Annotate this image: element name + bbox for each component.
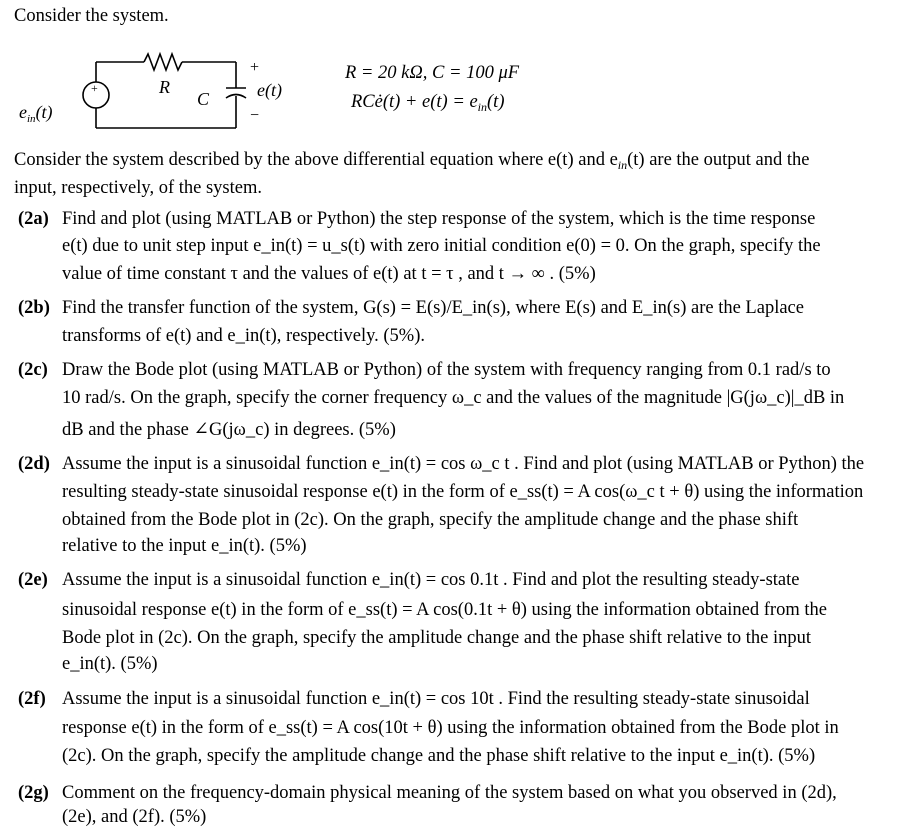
problem-label: (2d) — [18, 454, 50, 474]
problem-text-line: Assume the input is a sinusoidal function e_in(t) = cos 0.1t . Find and plot the resulting steady-state — [62, 570, 800, 590]
problem-text-line: (2e), and (2f). (5%) — [62, 807, 207, 827]
problem-label: (2b) — [18, 298, 50, 318]
intro-text: Consider the system. — [14, 6, 169, 26]
differential-equation — [351, 89, 504, 121]
problem-text-line: value of time constant τ and the values of e(t) at t = τ , and t → ∞ . (5%) — [62, 264, 596, 284]
problem-text-line: response e(t) in the form of e_ss(t) = A cos(10t + θ) using the information obtained from the Bode plot in — [62, 718, 839, 738]
problem-label: (2c) — [18, 360, 48, 380]
problem-label: (2a) — [18, 209, 49, 229]
capacitor-label: C — [197, 89, 210, 109]
problem-text-line: Bode plot in (2c). On the graph, specify the amplitude change and the phase shift relative to the input — [62, 628, 812, 648]
problem-text-line: Find the transfer function of the system, G(s) = E(s)/E_in(s), where E(s) and E_in(s) are the Laplace — [62, 298, 804, 318]
problem-text-line: Comment on the frequency-domain physical meaning of the system based on what you observed in (2d), — [62, 783, 837, 803]
problem-text-line: e_in(t). (5%) — [62, 654, 158, 674]
problem-text-line: sinusoidal response e(t) in the form of e_ss(t) = A cos(0.1t + θ) using the information obtained from the — [62, 600, 827, 620]
problem-label: (2e) — [18, 570, 48, 590]
equation-sub: in — [477, 100, 488, 114]
parameter-values: R = 20 kΩ, C = 100 μF — [345, 63, 520, 83]
description-text: Consider the system described by the above differential equation where e(t) and e — [14, 150, 618, 170]
resistor-label: R — [159, 77, 170, 97]
problem-label: (2g) — [18, 783, 49, 803]
problem-text-line: resulting steady-state sinusoidal response e(t) in the form of e_ss(t) = A cos(ω_c t + θ) using the information — [62, 482, 864, 502]
description-end: (t) are the output and the — [627, 150, 810, 170]
problem-text-line: 10 rad/s. On the graph, specify the corner frequency ω_c and the values of the magnitude |G(jω_c)|_dB in — [62, 388, 845, 408]
output-label: e(t) — [257, 80, 282, 100]
problem-label: (2f) — [18, 689, 46, 709]
problem-text-line: e(t) due to unit step input e_in(t) = u_s(t) with zero initial condition e(0) = 0. On the graph, specify the — [62, 236, 821, 256]
svg-text:ein(t) — [19, 102, 53, 125]
equation-end: (t) — [487, 92, 505, 112]
description-sub: in — [617, 158, 628, 172]
problem-text-line: (2c). On the graph, specify the amplitude change and the phase shift relative to the input e_in(t). (5%) — [62, 746, 816, 766]
problem-text-line: transforms of e(t) and e_in(t), respectively. (5%). — [62, 326, 426, 346]
output-minus-sign: − — [250, 107, 260, 124]
problem-text-line: dB and the phase ∠G(jω_c) in degrees. (5%) — [62, 420, 396, 440]
problem-text-line: Assume the input is a sinusoidal function e_in(t) = cos 10t . Find the resulting steady-state sinusoidal — [62, 689, 810, 709]
equation-main: RCė(t) + e(t) = e — [351, 92, 478, 112]
problem-text-line: Find and plot (using MATLAB or Python) the step response of the system, which is the time response — [62, 209, 816, 229]
output-plus-sign: + — [250, 59, 260, 76]
source-label: e — [19, 102, 27, 122]
source-label-arg: (t) — [35, 102, 53, 122]
problem-text-line: Draw the Bode plot (using MATLAB or Python) of the system with frequency ranging from 0.1 rad/s to — [62, 360, 831, 380]
source-label-sub: in — [27, 113, 36, 125]
description-line-2: input, respectively, of the system. — [14, 178, 262, 198]
source-plus-sign: + — [91, 81, 98, 95]
problem-text-line: relative to the input e_in(t). (5%) — [62, 536, 307, 556]
problem-text-line: obtained from the Bode plot in (2c). On the graph, specify the amplitude change and the phase shift — [62, 510, 799, 530]
problem-text-line: Assume the input is a sinusoidal function e_in(t) = cos ω_c t . Find and plot (using MATLAB or Python) the — [62, 454, 865, 474]
